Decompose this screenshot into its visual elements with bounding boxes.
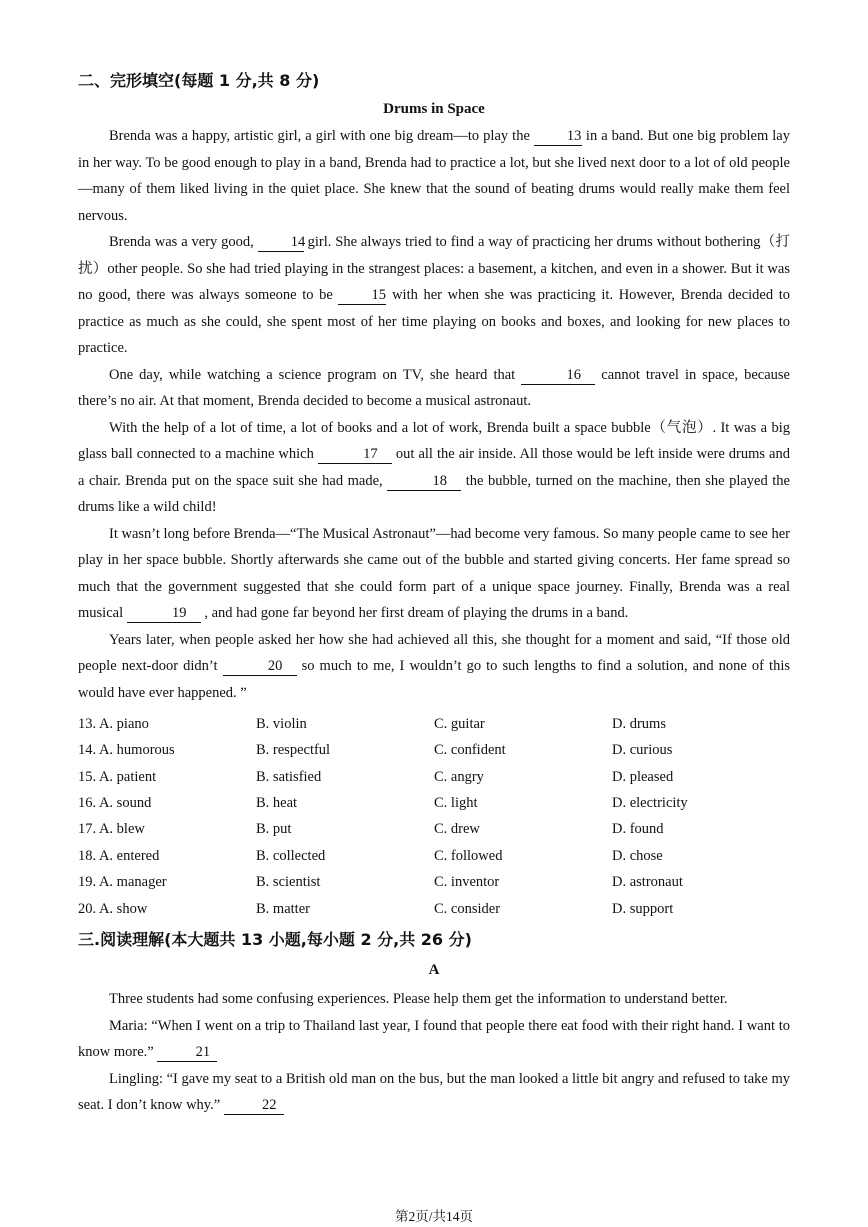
- answer-blank-18[interactable]: 18: [387, 472, 461, 491]
- answer-blank-20[interactable]: 20: [223, 657, 297, 676]
- option-a[interactable]: 19. A. manager: [78, 874, 167, 890]
- page-number: 第2页/共14页: [394, 1209, 473, 1224]
- answer-blank-13[interactable]: 13: [534, 127, 582, 146]
- text: One day, while watching a science program on TV, she heard that: [109, 366, 522, 383]
- option-row-17: [78, 816, 790, 842]
- text: Brenda was a very good,: [109, 234, 258, 250]
- option-d[interactable]: D. pleased: [612, 769, 674, 785]
- reading-lingling: [78, 1066, 790, 1119]
- text: It wasn’t long before Brenda—“The Musical Astronaut”—had become very famous. So many people came to see her play in her space bubble. Shortly afterwards she came out of the bubble and started giving concerts. Her fame spread so much that the government suggested that she could form part of a unique space journey. Finally, Brenda was a real musical: [78, 525, 790, 621]
- text: With the help of a lot of time, a lot of books and a lot of work, Brenda built a space bubble（气泡）. It was a big glass ball connected to a machine which: [78, 419, 790, 462]
- answer-blank-15[interactable]: 15: [338, 286, 386, 305]
- paragraph-5: [78, 521, 790, 627]
- text: cannot travel in space, because there’s no air. At that moment, Brenda decided to become a musical astronaut.: [78, 366, 790, 409]
- option-c[interactable]: C. angry: [434, 769, 484, 785]
- answer-blank-16[interactable]: 16: [521, 366, 595, 385]
- option-b[interactable]: B. matter: [256, 901, 310, 917]
- option-c[interactable]: C. confident: [434, 742, 506, 758]
- text: so much to me, I wouldn’t go to such lengths to find a solution, and none of this would have ever happened. ”: [78, 658, 790, 701]
- option-a[interactable]: 20. A. show: [78, 901, 148, 917]
- answer-blank-17[interactable]: 17: [318, 445, 392, 464]
- answer-blank-19[interactable]: 19: [127, 604, 201, 623]
- option-c[interactable]: C. light: [434, 795, 478, 811]
- option-d[interactable]: D. curious: [612, 742, 673, 758]
- option-c[interactable]: C. inventor: [434, 874, 500, 890]
- option-b[interactable]: B. violin: [256, 716, 307, 732]
- reading-a-body: [78, 986, 790, 1119]
- answer-blank-21[interactable]: 21: [157, 1043, 217, 1062]
- reading-intro: Three students had some confusing experiences. Please help them get the information to understand better.: [109, 991, 728, 1007]
- paragraph-6: [78, 627, 790, 707]
- option-d[interactable]: D. electricity: [612, 795, 688, 811]
- option-row-19: [78, 869, 790, 895]
- answer-blank-22[interactable]: 22: [224, 1096, 284, 1115]
- option-b[interactable]: B. put: [256, 821, 292, 837]
- text: Brenda was a happy, artistic girl, a girl with one big dream—to play the: [109, 128, 534, 144]
- passage-title: Drums in Space: [383, 101, 485, 117]
- text: with her when she was practicing it. However, Brenda decided to practice as much as she could, she spent most of her time playing on books and boxes, and looking for new places to practice.: [78, 287, 791, 356]
- section-heading-reading: 三.阅读理解(本大题共 13 小题,每小题 2 分,共 26 分): [78, 930, 472, 949]
- option-a[interactable]: 17. A. blew: [78, 821, 145, 837]
- option-d[interactable]: D. drums: [612, 716, 666, 732]
- answer-blank-14[interactable]: 14: [258, 233, 304, 252]
- text: in a band. But one big problem lay in her way. To be good enough to play in a band, Brenda had to practice a lot, but she lived next door to a lot of old people—many of them liked living in the quiet place. She knew that the sound of beating drums would really make them feel nervous.: [78, 128, 790, 224]
- reading-maria: [78, 1013, 790, 1066]
- option-c[interactable]: C. followed: [434, 848, 503, 864]
- paragraph-3: [78, 362, 790, 415]
- text: Maria: “When I went on a trip to Thailand last year, I found that people there eat food with their right hand. I want to know more.”: [78, 1017, 790, 1060]
- option-b[interactable]: B. heat: [256, 795, 298, 811]
- option-c[interactable]: C. drew: [434, 821, 480, 837]
- option-a[interactable]: 15. A. patient: [78, 769, 157, 785]
- text: Lingling: “I gave my seat to a British old man on the bus, but the man looked a little bit angry and refused to take my seat. I don’t know why.”: [78, 1070, 790, 1113]
- option-c[interactable]: C. consider: [434, 901, 501, 917]
- option-a[interactable]: 18. A. entered: [78, 848, 160, 864]
- option-row-16: [78, 790, 790, 816]
- option-b[interactable]: B. collected: [256, 848, 326, 864]
- option-row-20: [78, 896, 790, 922]
- text: the bubble, turned on the machine, then she played the drums like a wild child!: [78, 472, 790, 515]
- option-a[interactable]: 13. A. piano: [78, 716, 149, 732]
- option-row-14: [78, 737, 790, 763]
- option-a[interactable]: 16. A. sound: [78, 795, 152, 811]
- option-d[interactable]: D. astronaut: [612, 874, 683, 890]
- passage-body: [78, 123, 790, 706]
- option-d[interactable]: D. support: [612, 901, 674, 917]
- option-b[interactable]: B. respectful: [256, 742, 331, 758]
- paragraph-1: [78, 123, 790, 229]
- option-row-18: [78, 843, 790, 869]
- option-row-13: [78, 711, 790, 737]
- text: out all the air inside. All those would be left inside were drums and a chair. Brenda put on the space suit she had made,: [78, 446, 790, 489]
- reading-a-title: A: [428, 962, 440, 978]
- option-b[interactable]: B. scientist: [256, 874, 321, 890]
- option-a[interactable]: 14. A. humorous: [78, 742, 175, 758]
- option-b[interactable]: B. satisfied: [256, 769, 322, 785]
- text: , and had gone far beyond her first dream of playing the drums in a band.: [200, 605, 629, 621]
- option-c[interactable]: C. guitar: [434, 716, 485, 732]
- paragraph-4: [78, 415, 790, 521]
- text: girl. She always tried to find a way of practicing her drums without bothering（打扰）other people. So she had tried playing in the strangest places: a basement, a kitchen, and even in a shower. But it was no good, there was always someone to be: [78, 234, 790, 303]
- section-heading-cloze: 二、完形填空(每题 1 分,共 8 分): [78, 71, 320, 90]
- option-row-15: [78, 764, 790, 790]
- paragraph-2: [78, 229, 790, 362]
- option-d[interactable]: D. chose: [612, 848, 663, 864]
- text: Years later, when people asked her how she had achieved all this, she thought for a moment and said, “If those old people next-door didn’t: [78, 631, 790, 674]
- option-d[interactable]: D. found: [612, 821, 664, 837]
